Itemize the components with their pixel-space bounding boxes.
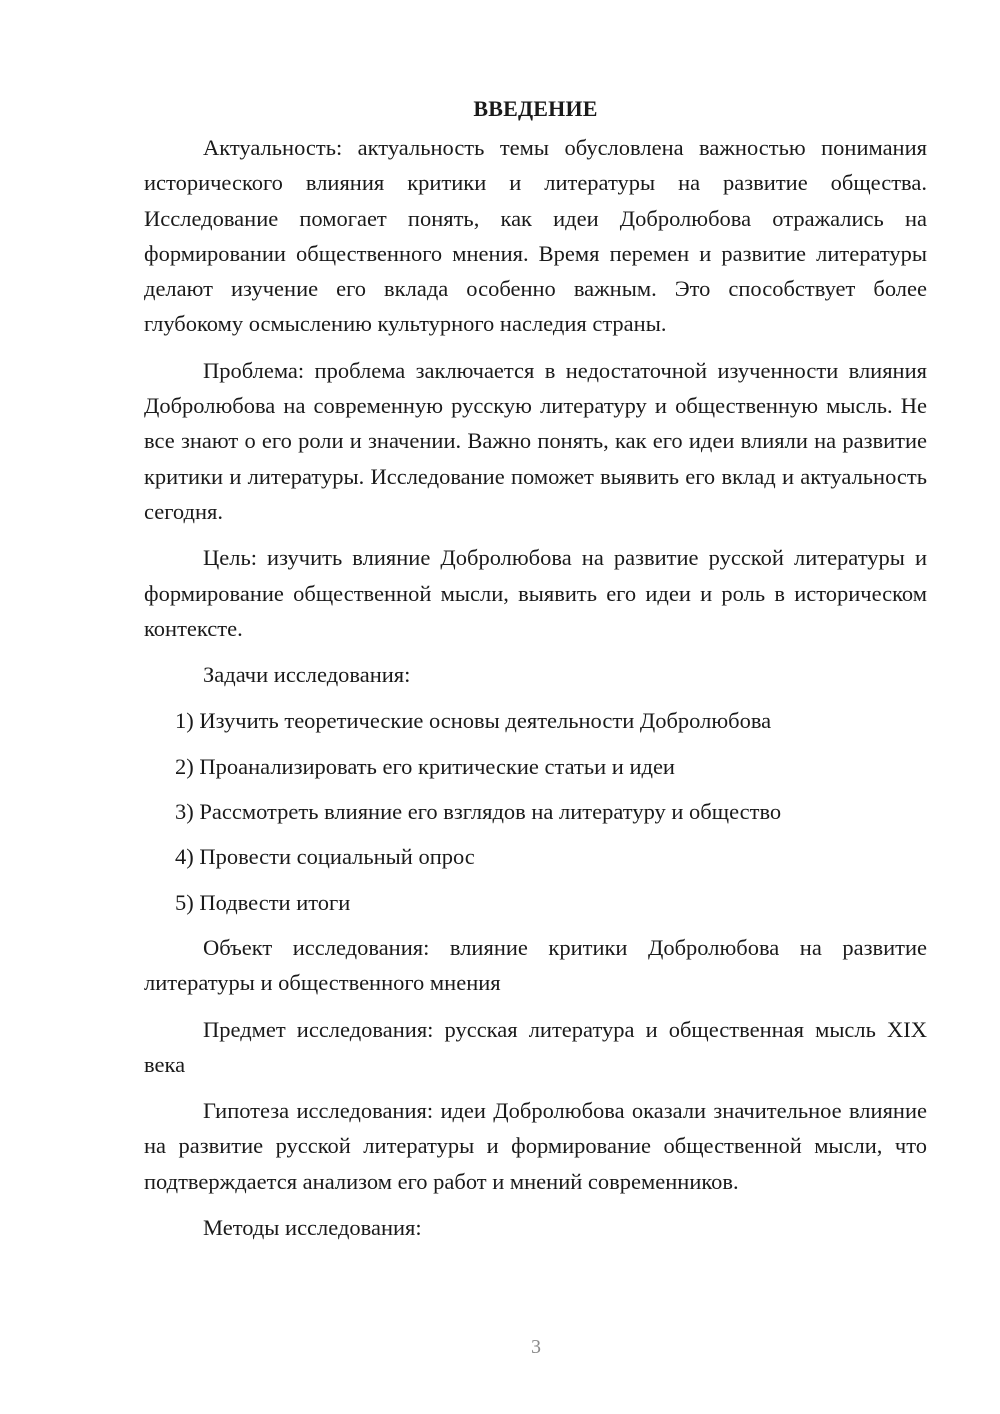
subject-paragraph: Предмет исследования: русская литература и общественная мысль XIX века <box>144 1016 927 1077</box>
list-item: 5) Подвести итоги <box>175 889 351 915</box>
relevance-paragraph: Актуальность: актуальность темы обусловлена важностью понимания исторического влияния критики и литературы на развитие общества. Исследование помогает понять, как идеи Добролюбова отражались на формировании общественного мнения. Время перемен и развитие литературы делают изучение его вклада особенно важным. Это способствует более глубокому осмыслению культурного наследия страны. <box>144 135 927 337</box>
list-item: 3) Рассмотреть влияние его взглядов на литературу и общество <box>175 799 782 825</box>
tasks-list <box>144 703 927 919</box>
list-item: 2) Проанализировать его критические статьи и идеи <box>175 753 675 779</box>
list-item: 4) Провести социальный опрос <box>175 844 475 870</box>
problem-paragraph: Проблема: проблема заключается в недостаточной изученности влияния Добролюбова на современную русскую литературу и общественную мысль. Не все знают о его роли и значении. Важно понять, как его идеи влияли на развитие критики и литературы. Исследование поможет выявить его вклад и актуальность сегодня. <box>144 357 927 524</box>
tasks-heading: Задачи исследования: <box>203 662 411 688</box>
list-item: 1) Изучить теоретические основы деятельности Добролюбова <box>175 708 772 734</box>
page-number: 3 <box>531 1336 541 1358</box>
methods-heading: Методы исследования: <box>203 1215 422 1241</box>
goal-paragraph: Цель: изучить влияние Добролюбова на развитие русской литературы и формирование общественной мысли, выявить его идеи и роль в историческом контексте. <box>144 545 927 641</box>
object-paragraph: Объект исследования: влияние критики Добролюбова на развитие литературы и общественного мнения <box>144 934 927 996</box>
hypothesis-paragraph: Гипотеза исследования: идеи Добролюбова оказали значительное влияние на развитие русской литературы и формирование общественной мысли, что подтверждается анализом его работ и мнений современников. <box>144 1098 927 1194</box>
page-content <box>144 92 927 1256</box>
section-title: ВВЕДЕНИЕ <box>473 96 598 121</box>
